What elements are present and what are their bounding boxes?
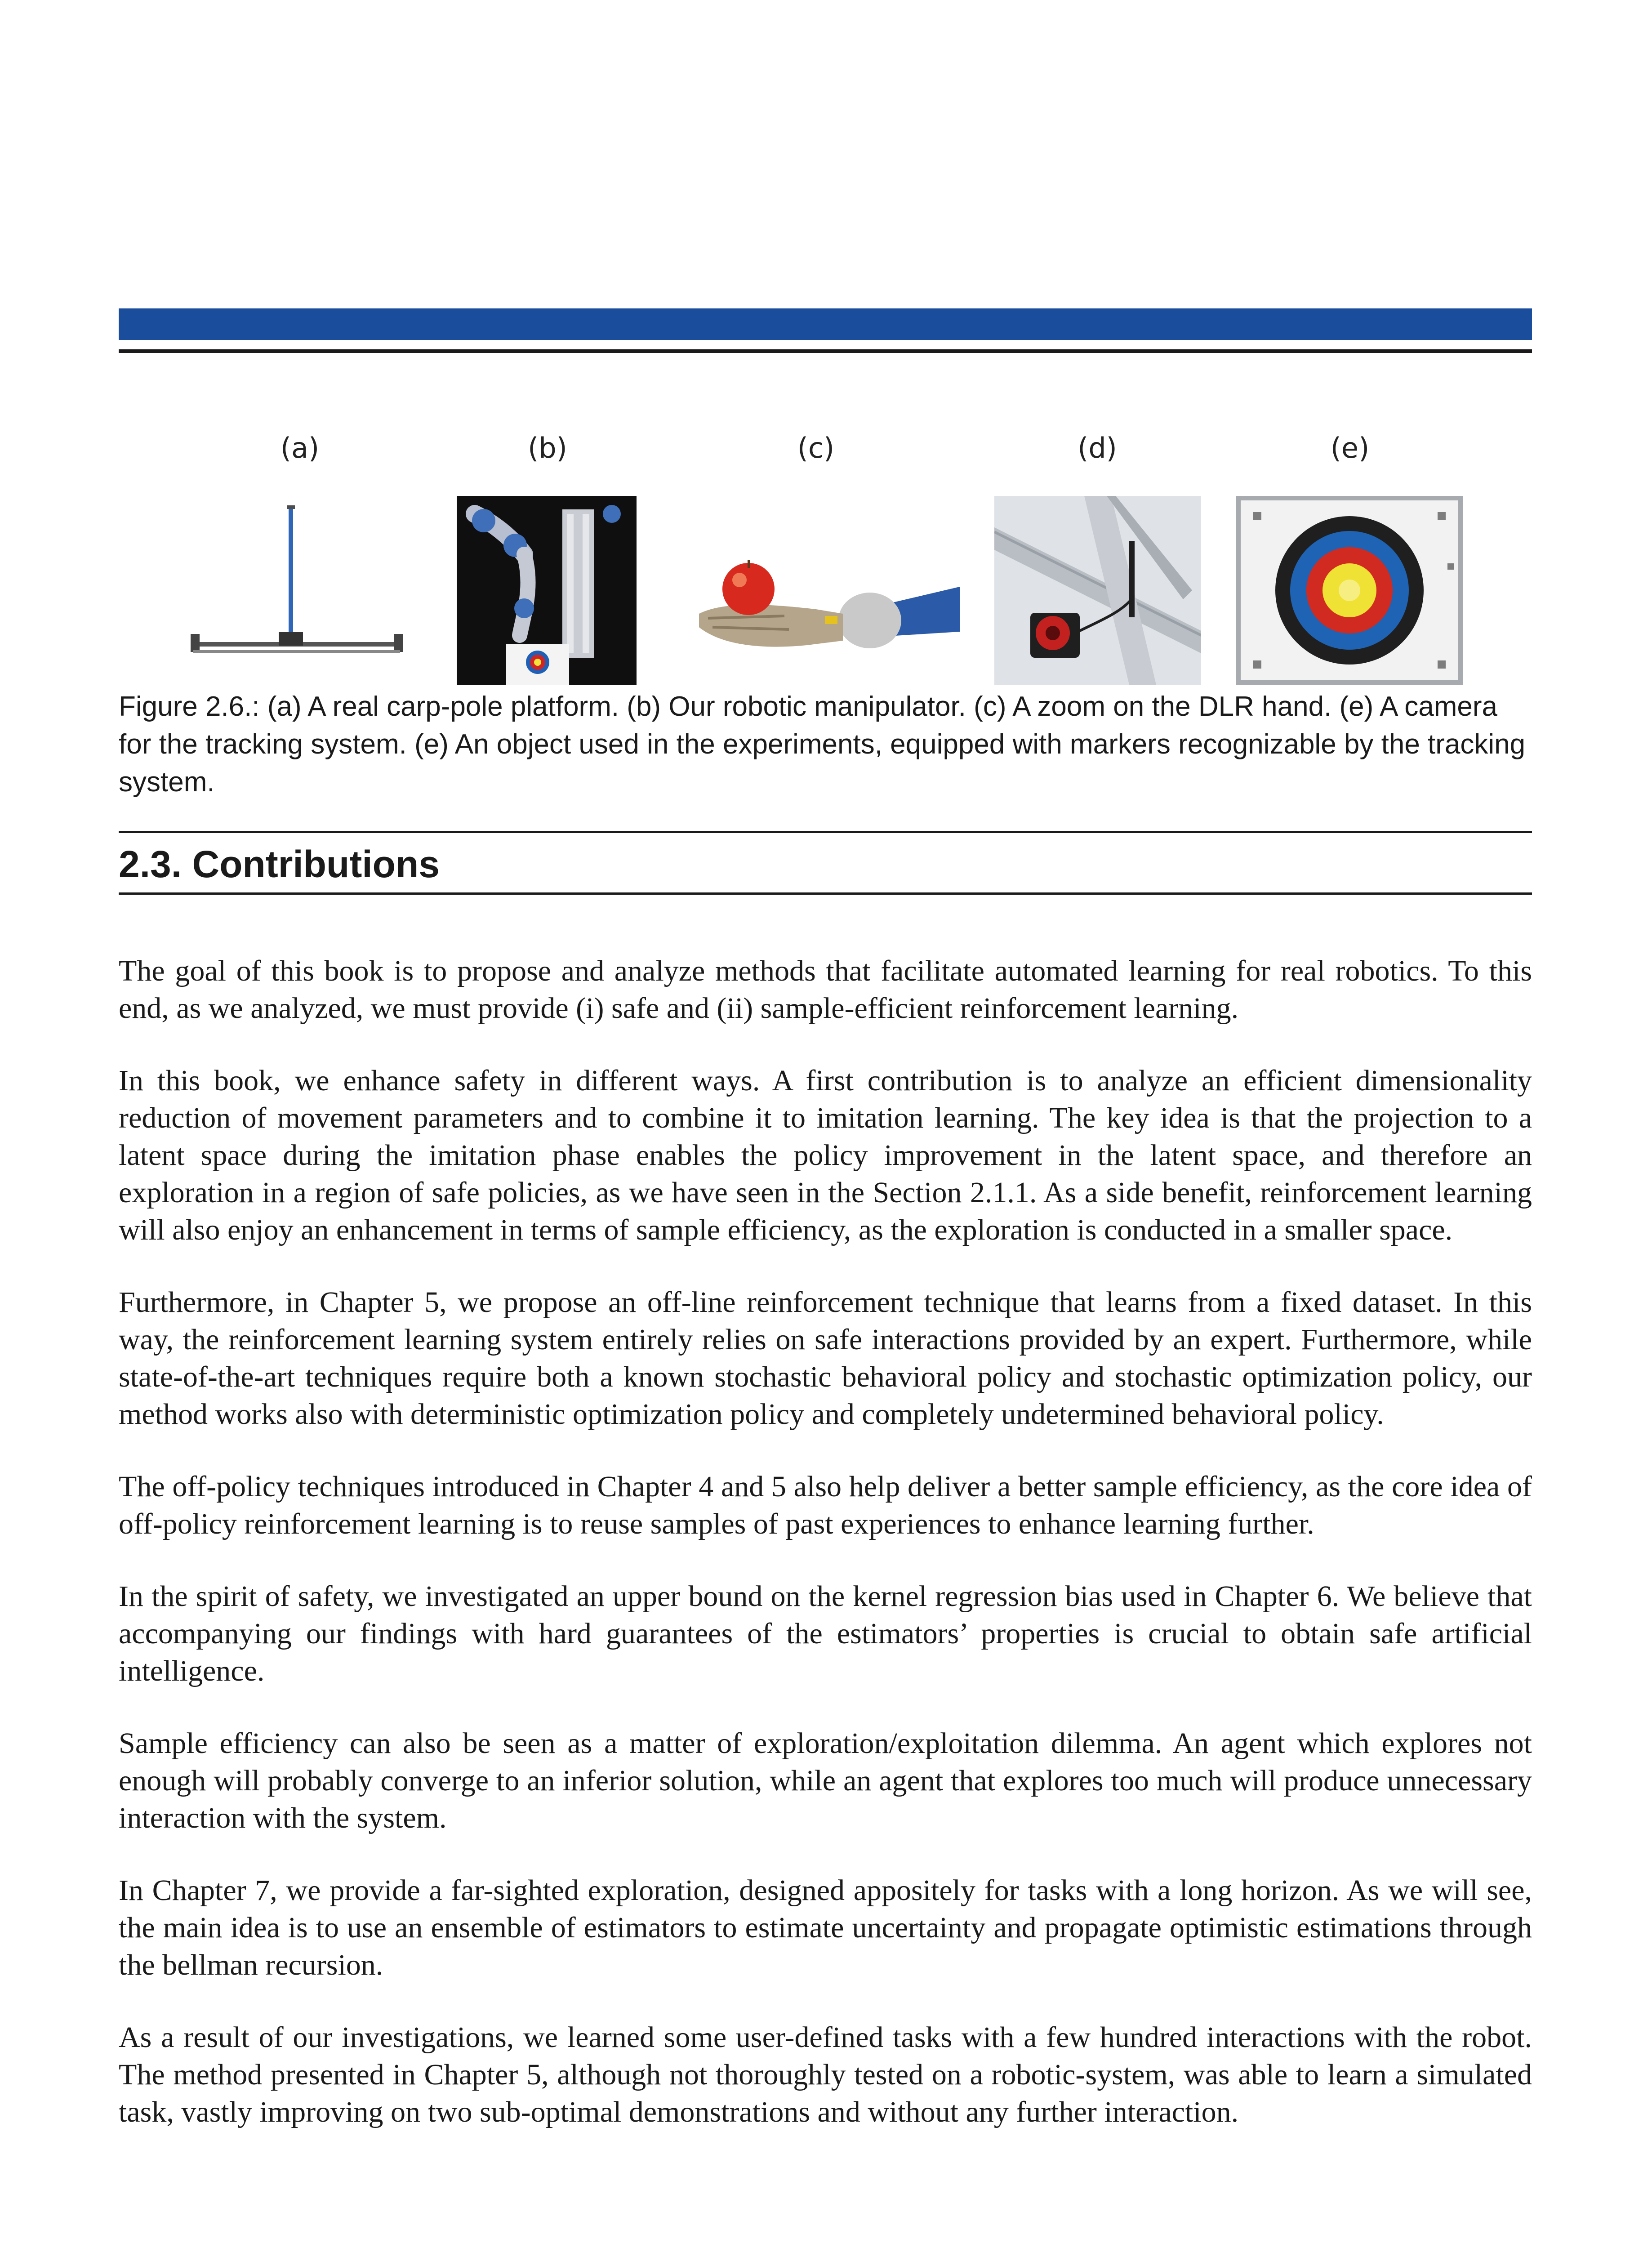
panel-label-d: (d) [1078, 432, 1117, 464]
paragraph: Furthermore, in Chapter 5, we propose an off-line reinforcement technique that learns from a fixed dataset. In this way, the reinforcement learning system entirely relies on safe interactions provided by an expert. Furthermore, while state-of-the-art techniques require both a known stochastic behavioral policy and stochastic optimization policy, our method works also with deterministic optimization policy and completely undetermined behavioral policy. [119, 1286, 1532, 1431]
paragraph: As a result of our investigations, we learned some user-defined tasks with a few hundred interactions with the robot. The method presented in Chapter 5, although not thoroughly tested on a robotic-system, was able to learn a simulated task, vastly improving on two sub-optimal demonstrations and without any further interaction. [119, 2021, 1532, 2128]
dlr-hand-illustration [672, 537, 960, 672]
paragraph: The goal of this book is to propose and analyze methods that facilitate automated learning for real robotics. To this end, as we analyzed, we must provide (i) safe and (ii) sample-efficient reinforcement learning. [119, 955, 1532, 1025]
cartpole-illustration [184, 499, 409, 665]
header-rule [119, 349, 1532, 353]
panel-label-e: (e) [1330, 432, 1370, 464]
figure-panel-camera [994, 496, 1201, 685]
figure-panel-cartpole [184, 499, 409, 665]
figure-panel-dlr-hand [672, 537, 960, 672]
manipulator-illustration [457, 496, 637, 685]
section-rule-top [119, 831, 1532, 833]
paragraph: In the spirit of safety, we investigated an upper bound on the kernel regression bias used in Chapter 6. We believe that accompanying our findings with hard guarantees of the estimators’ properties is crucial to obtain safe artificial intelligence. [119, 1580, 1532, 1687]
paragraph: In this book, we enhance safety in different ways. A first contribution is to analyze an efficient dimensionality reduction of movement parameters and to combine it to imitation learning. The key idea is that the projection to a latent space during the imitation phase enables the policy improvement in the latent space, and therefore an exploration in a region of safe policies, as we have seen in the Section 2.1.1. As a side benefit, reinforcement learning will also enjoy an enhancement in terms of sample efficiency, as the exploration is conducted in a smaller space. [119, 1064, 1532, 1246]
target-illustration [1236, 496, 1463, 685]
paragraph: Sample efficiency can also be seen as a matter of exploration/exploitation dilemma. An agent which explores not enough will probably converge to an inferior solution, while an agent that explores too much will produce unnecessary interaction with the system. [119, 1727, 1532, 1834]
camera-illustration [994, 496, 1201, 685]
panel-label-b: (b) [528, 432, 567, 464]
section-heading: 2.3. Contributions [119, 843, 440, 885]
header-blue-bar [119, 308, 1532, 340]
figure-caption: Figure 2.6.: (a) A real carp-pole platform. (b) Our robotic manipulator. (c) A zoom on the DLR hand. (e) A camera for the tracking system. (e) An object used in the experiments, equipped with markers recognizable by the tracking system. [119, 691, 1526, 798]
figure-panel-target [1236, 496, 1463, 685]
body-text [119, 952, 1532, 2166]
figure-panel-manipulator [457, 496, 637, 685]
section-rule-bottom [119, 892, 1532, 895]
panel-label-c: (c) [797, 432, 835, 464]
paragraph: The off-policy techniques introduced in Chapter 4 and 5 also help deliver a better sample efficiency, as the core idea of off-policy reinforcement learning is to reuse samples of past experiences to enhance learning further. [119, 1470, 1532, 1540]
paragraph: In Chapter 7, we provide a far-sighted exploration, designed appositely for tasks with a long horizon. As we will see, the main idea is to use an ensemble of estimators to estimate uncertainty and propagate optimistic estimations through the bellman recursion. [119, 1874, 1532, 1981]
panel-label-a: (a) [280, 432, 320, 464]
